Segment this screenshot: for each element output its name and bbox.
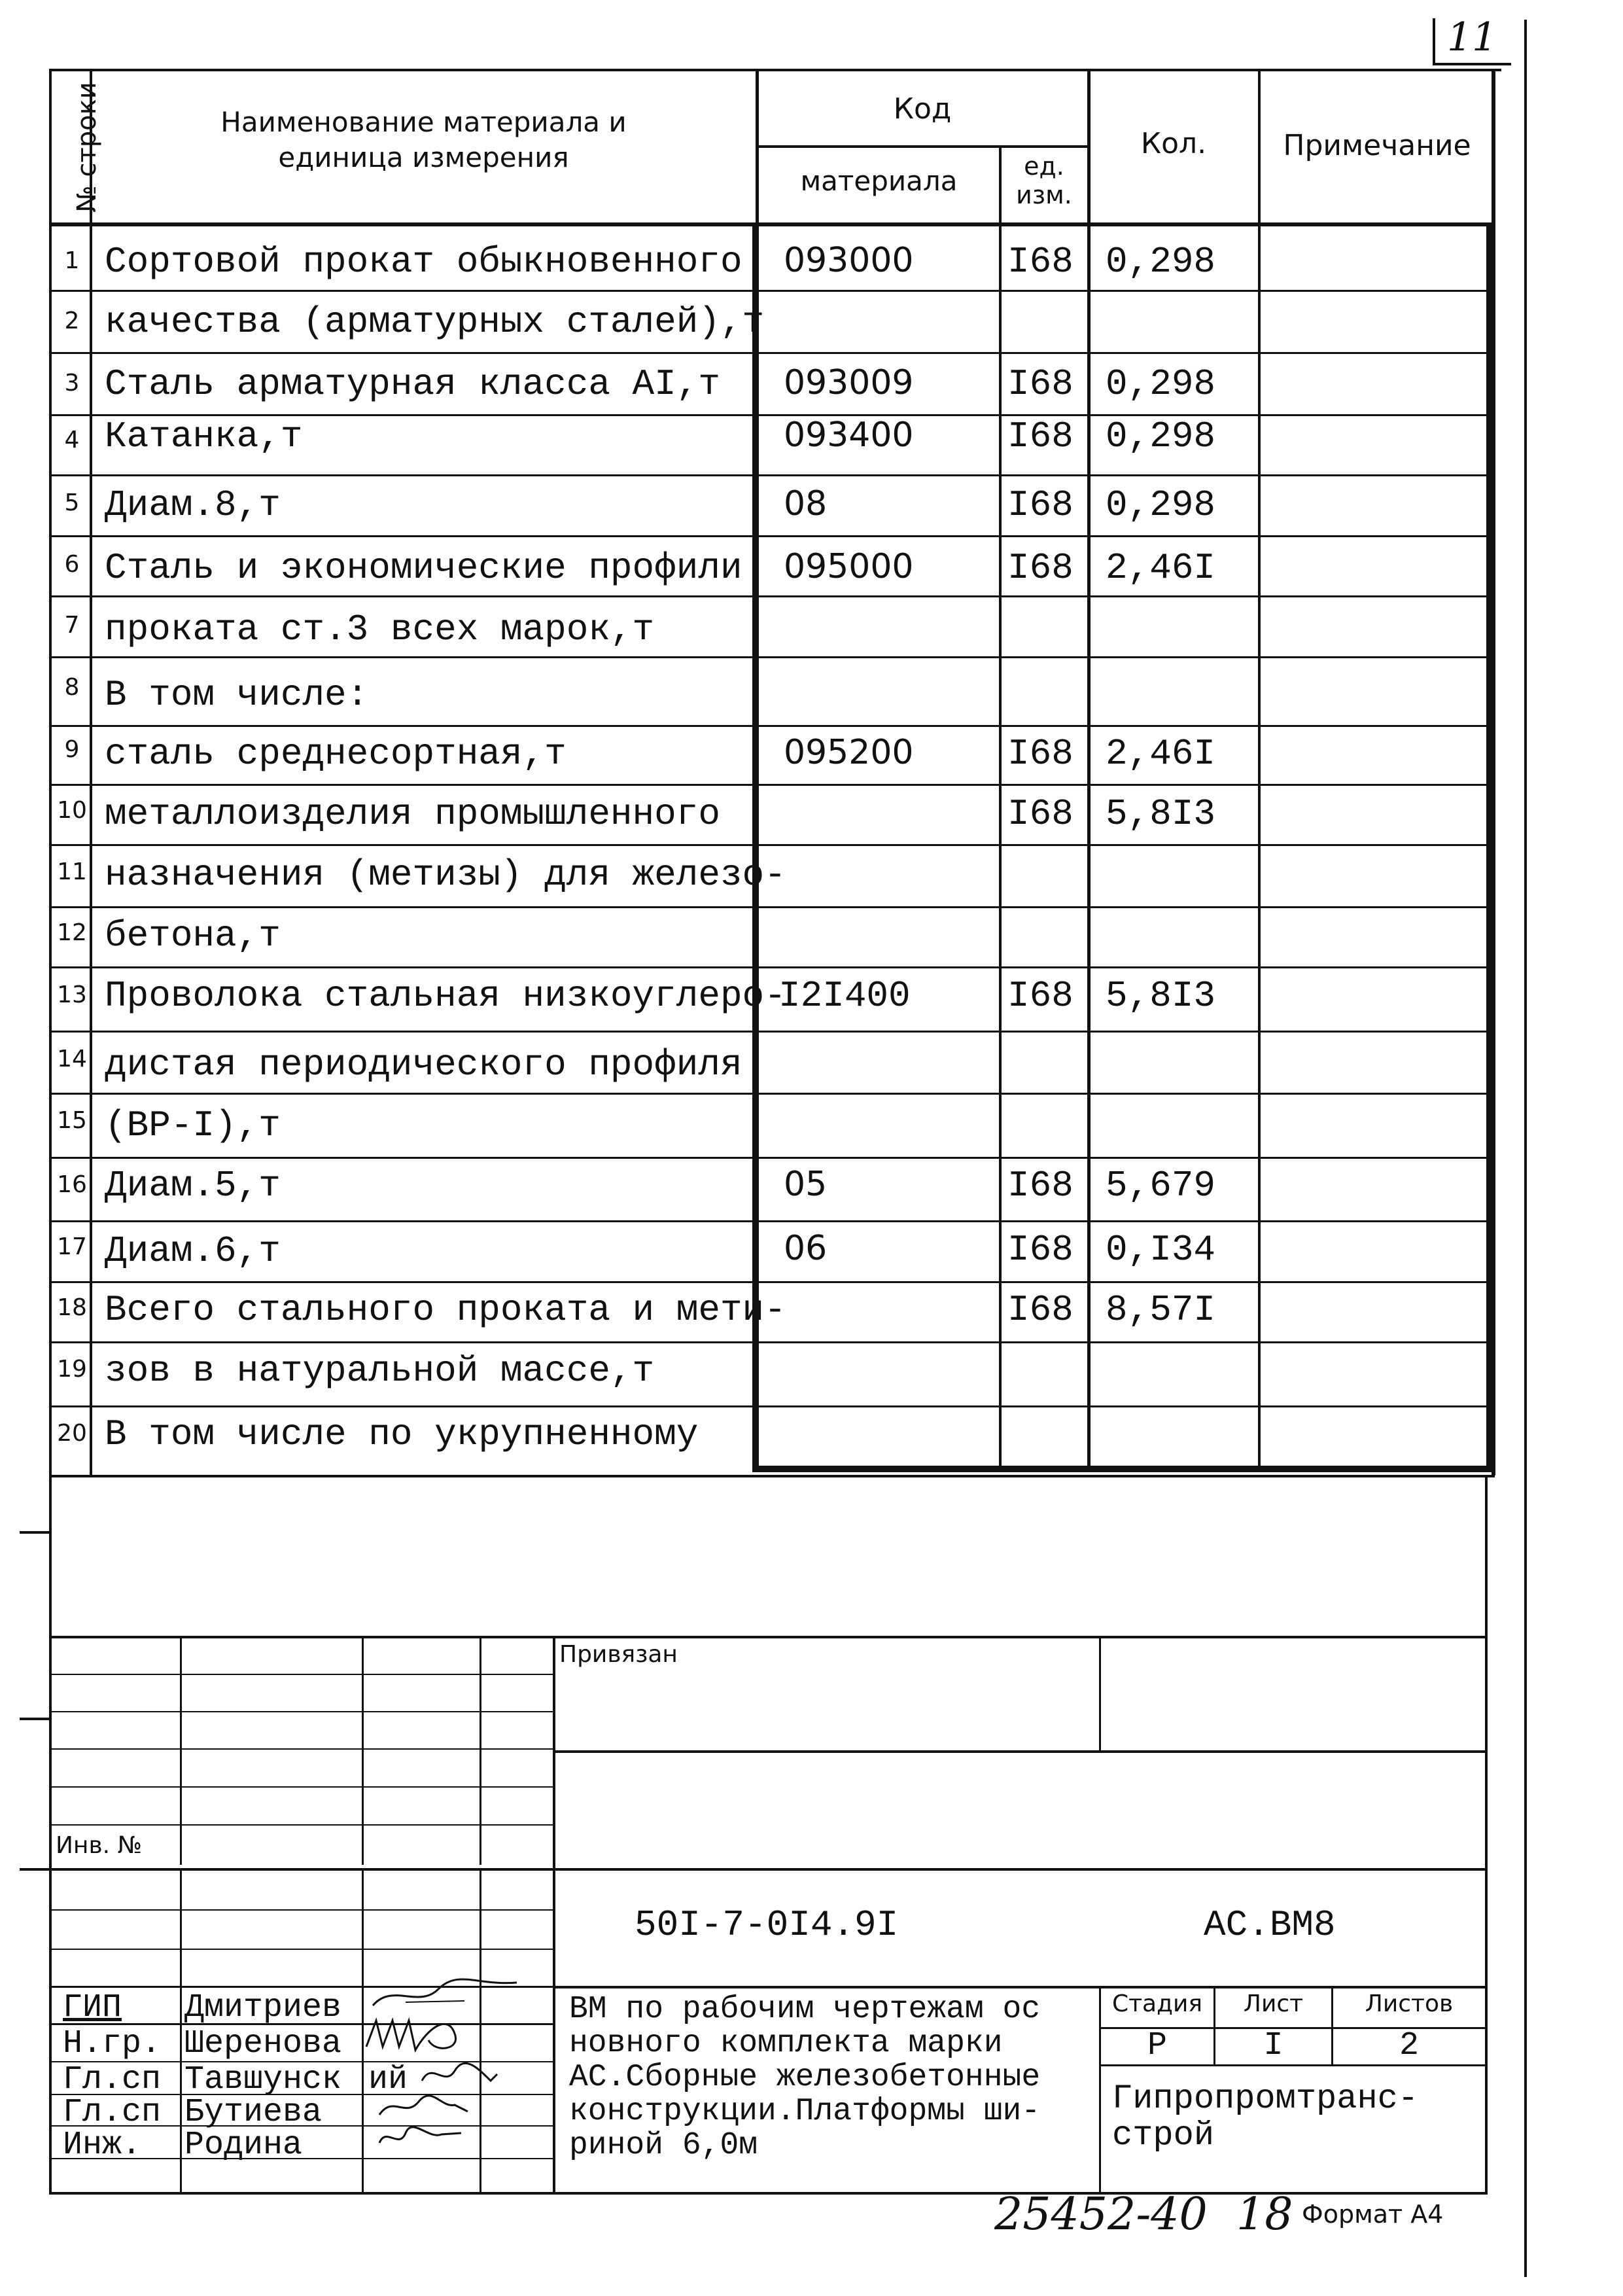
description-line: АС.Сборные железобетонные: [569, 2060, 1041, 2095]
sheet-value: I: [1263, 2027, 1283, 2064]
row-name: бетона,т: [105, 915, 281, 957]
row-qty: 5,679: [1106, 1165, 1216, 1207]
row-unit: I68: [1007, 1229, 1073, 1271]
row-number: 16: [57, 1171, 87, 1198]
row-code: I2I400: [778, 975, 911, 1017]
signature-butieva: [376, 2089, 474, 2125]
stage-label: Стадия: [1111, 1990, 1203, 2017]
row-unit: I68: [1007, 1165, 1073, 1207]
row-name: назначения (метизы) для железо-: [105, 854, 786, 896]
header-name-line2: единица измерения: [278, 141, 569, 173]
row-qty: 0,298: [1106, 484, 1216, 526]
description-line: новного комплекта марки: [569, 2026, 1003, 2061]
row-name: дистая периодического профиля: [105, 1044, 742, 1086]
row-number: 17: [57, 1233, 87, 1260]
document-code: 50I-7-0I4.9I: [635, 1904, 899, 1946]
header-code: Код: [893, 92, 952, 126]
row-name: Сталь арматурная класса AI,т: [105, 363, 720, 405]
organization-name: [1112, 2081, 1418, 2154]
sheets-value: 2: [1399, 2027, 1419, 2064]
page-number: 11: [1447, 14, 1497, 60]
header-quantity: Кол.: [1140, 127, 1207, 160]
row-number: 18: [57, 1294, 87, 1321]
row-name: металлоизделия промышленного: [105, 793, 720, 835]
role-gip: ГИП: [63, 1989, 122, 2026]
row-qty: 0,298: [1106, 415, 1216, 457]
row-unit: I68: [1007, 793, 1073, 835]
row-qty: 5,8I3: [1106, 793, 1216, 835]
drawing-description: [569, 1992, 1040, 2163]
role-inzh: Инж.: [63, 2127, 142, 2164]
row-unit: I68: [1007, 975, 1073, 1017]
row-unit: I68: [1007, 241, 1073, 283]
row-name: (ВР-I),т: [105, 1104, 281, 1146]
row-number: 12: [57, 919, 87, 946]
organization-line: Гипропромтранс-: [1112, 2079, 1419, 2118]
role-glsp-2: Гл.сп: [63, 2094, 162, 2131]
row-name: зов в натуральной массе,т: [105, 1350, 655, 1392]
row-name: качества (арматурных сталей),т: [105, 301, 765, 343]
row-code: 095000: [784, 547, 914, 586]
row-unit: I68: [1007, 484, 1073, 526]
row-code: 095200: [784, 733, 914, 772]
row-name: Диам.8,т: [105, 484, 281, 526]
row-code: 093400: [784, 415, 914, 455]
row-unit: I68: [1007, 1289, 1073, 1331]
row-number: 10: [57, 797, 87, 824]
row-number: 7: [64, 612, 80, 639]
row-number: 3: [64, 370, 80, 397]
page-number-rule: [1433, 18, 1435, 65]
row-code: 06: [784, 1229, 828, 1268]
header-unit: [1001, 152, 1087, 209]
row-unit: I68: [1007, 363, 1073, 405]
row-code: 093009: [784, 363, 914, 402]
row-qty: 0,298: [1106, 363, 1216, 405]
row-qty: 2,46I: [1106, 547, 1216, 589]
row-name: Диам.5,т: [105, 1165, 281, 1207]
privyazan-label: Привязан: [559, 1641, 678, 1668]
row-code: 093000: [784, 241, 914, 280]
header-name-line1: Наименование материала и: [220, 106, 627, 138]
row-number: 14: [57, 1046, 87, 1072]
row-name: Сталь и экономические профили: [105, 547, 742, 589]
row-number: 4: [64, 427, 80, 453]
header-material-name: [92, 105, 756, 175]
stage-value: Р: [1147, 2027, 1167, 2064]
row-number: 13: [57, 981, 87, 1008]
row-qty: 5,8I3: [1106, 975, 1216, 1017]
inventory-number-label: Инв. №: [56, 1832, 143, 1859]
signature-sherenova: [363, 2014, 481, 2060]
role-glsp-1: Гл.сп: [63, 2061, 162, 2098]
row-name: проката ст.3 всех марок,т: [105, 609, 655, 650]
person-tavshunsky: Тавшунск: [184, 2061, 342, 2098]
row-qty: 2,46I: [1106, 733, 1216, 775]
person-sherenova: Шеренова: [184, 2025, 342, 2062]
row-name: Проволока стальная низкоуглеро-: [105, 975, 786, 1017]
signature-dmitriev: [366, 1976, 523, 2015]
sheet-label: Лист: [1243, 1990, 1304, 2017]
row-name: Сортовой прокат обыкновенного: [105, 241, 742, 283]
description-line: риной 6,0м: [569, 2128, 758, 2163]
row-number: 6: [64, 551, 80, 578]
signature-tavshunsky: [419, 2055, 504, 2094]
right-margin-line: [1524, 20, 1527, 2277]
row-number: 15: [57, 1107, 87, 1134]
person-rodina: Родина: [184, 2127, 303, 2164]
row-unit: I68: [1007, 733, 1073, 775]
row-unit: I68: [1007, 415, 1073, 457]
organization-line: строй: [1112, 2116, 1215, 2155]
row-qty: 8,57I: [1106, 1289, 1216, 1331]
row-number: 2: [64, 308, 80, 334]
description-line: конструкции.Платформы ши-: [569, 2094, 1041, 2129]
page-number-underline: [1433, 63, 1511, 65]
row-name: Диам.6,т: [105, 1230, 281, 1272]
row-code: 08: [784, 484, 828, 523]
row-number: 1: [64, 247, 80, 274]
row-name: В том числе по укрупненному: [105, 1413, 699, 1455]
sheets-label: Листов: [1365, 1990, 1454, 2017]
row-number: 19: [57, 1356, 87, 1383]
description-line: ВМ по рабочим чертежам ос: [569, 1992, 1041, 2027]
person-butieva: Бутиева: [184, 2094, 323, 2131]
header-material-code: материала: [800, 165, 958, 197]
document-mark: АС.ВМ8: [1204, 1904, 1336, 1946]
row-qty: 0,I34: [1106, 1229, 1216, 1271]
row-number: 11: [57, 858, 87, 885]
handwritten-archive-number: 25452-40: [994, 2189, 1208, 2240]
row-qty: 0,298: [1106, 241, 1216, 283]
row-number: 20: [57, 1420, 87, 1447]
row-code: 05: [784, 1165, 828, 1204]
row-number: 5: [64, 489, 80, 516]
row-name: Катанка,т: [105, 415, 303, 457]
header-unit-line1: ед.: [1024, 152, 1064, 181]
person-tavshunsky-suffix: ий: [368, 2061, 408, 2098]
row-name: сталь среднесортная,т: [105, 733, 567, 775]
row-unit: I68: [1007, 547, 1073, 589]
paper-format: Формат А4: [1302, 2200, 1444, 2229]
header-row-number: № строки: [72, 82, 102, 213]
row-number: 8: [64, 674, 80, 701]
signature-rodina: [376, 2120, 468, 2156]
handwritten-archive-suffix: 18: [1236, 2189, 1293, 2240]
header-unit-line2: изм.: [1016, 181, 1072, 209]
person-dmitriev: Дмитриев: [184, 1989, 342, 2026]
row-name: В том числе:: [105, 674, 369, 716]
header-note: Примечание: [1283, 129, 1471, 162]
row-name: Всего стального проката и мети-: [105, 1289, 786, 1331]
row-number: 9: [64, 736, 80, 763]
role-ngr: Н.гр.: [63, 2025, 162, 2062]
